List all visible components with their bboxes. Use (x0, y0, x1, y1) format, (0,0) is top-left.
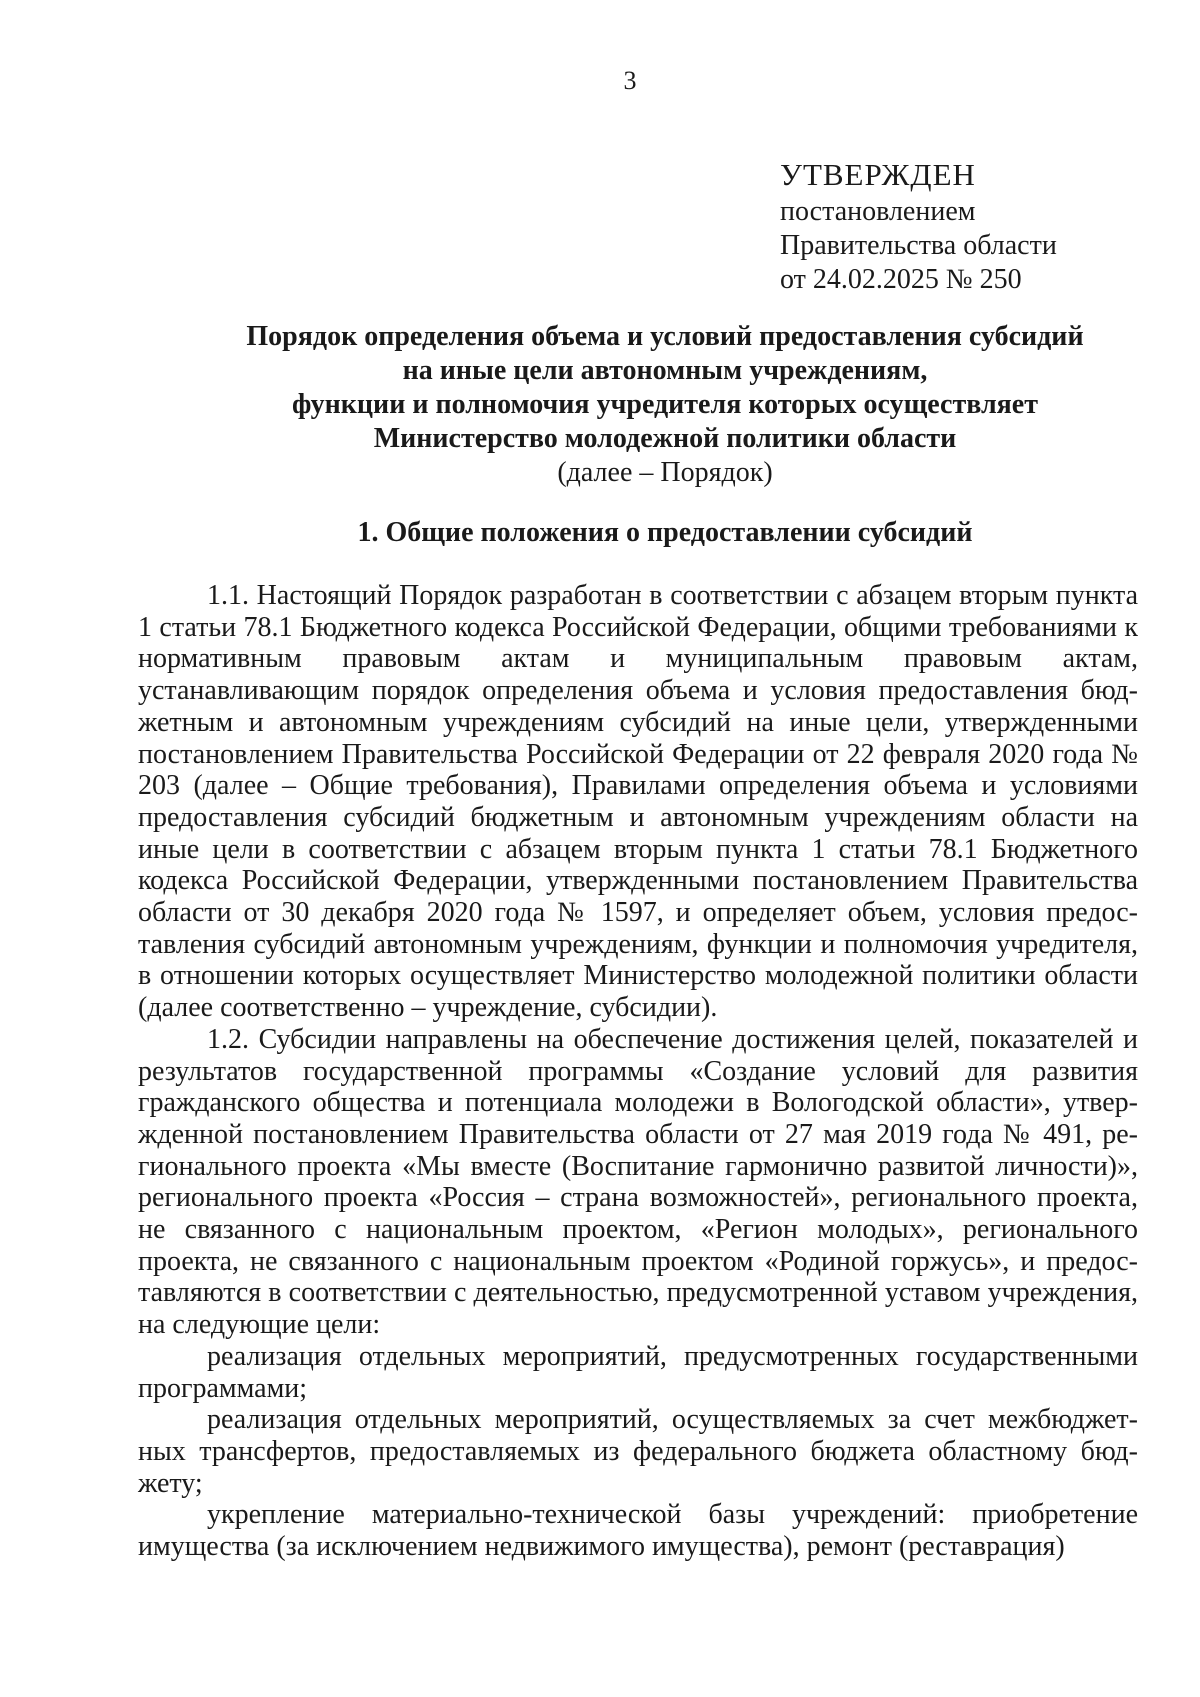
document-subtitle: (далее – Порядок) (557, 457, 773, 488)
approval-line: постановлением (780, 196, 976, 227)
document-title-line: Порядок определения объема и условий предоставления субсидий (246, 321, 1084, 352)
section-body (138, 580, 1138, 1563)
page-number: 3 (623, 66, 637, 95)
document-title-line: Министерство молодежной политики области (373, 423, 957, 454)
list-item: укрепление материально-технической базы учреждений: приобретение имущества (за исключением недвижимого имущества), ремонт (реставрация) (138, 1499, 1138, 1563)
list-item: реализация отдельных мероприятий, предусмотренных государственными программами; (138, 1340, 1138, 1404)
approval-stamp (780, 155, 1180, 297)
paragraph-1-2: 1.2. Субсидии направлены на обеспечение достижения целей, показателей и результатов государственной программы «Создание условий для развития гражданского общества и потенциала молодежи в Вологодской области», утвержденной постановлением Правительства области от 27 мая 2019 года № 491, регионального проекта «Мы вместе (Воспитание гармонично развитой личности)», регионального проекта «Россия – страна возможностей», регионального проекта, не связанного с национальным проектом, «Регион молодых», регионального проекта, не связанного с национальным проектом «Родиной горжусь», и предоставляются в соответствии с деятельностью, предусмотренной уставом учреждения, на следующие цели: (138, 1023, 1138, 1341)
approval-line: от 24.02.2025 № 250 (780, 264, 1022, 295)
paragraph-1-1: 1.1. Настоящий Порядок разработан в соответствии с абзацем вторым пункта 1 статьи 78.1 Бюджетного кодекса Российской Федерации, общими требованиями к нормативным правовым актам и муниципальным правовым актам, устанавливающим порядок определения объема и условия предоставления бюджетным и автономным учреждениям субсидий на иные цели, утвержденными постановлением Правительства Российской Федерации от 22 февраля 2020 года № 203 (далее – Общие требования), Правилами определения объема и условиями предоставления субсидий бюджетным и автономным учреждениям области на иные цели в соответствии с абзацем вторым пункта 1 статьи 78.1 Бюджетного кодекса Российской Федерации, утвержденными постановлением Правительства области от 30 декабря 2020 года № 1597, и определяет объем, условия предоставления субсидий автономным учреждениям, функции и полномочия учредителя, в отношении которых осуществляет Министерство молодежной политики области (далее соответственно – учреждение, субсидии). (138, 580, 1138, 1024)
section-heading: 1. Общие положения о предоставлении субсидий (357, 517, 973, 548)
list-item: реализация отдельных мероприятий, осуществляемых за счет межбюджетных трансфертов, предоставляемых из федерального бюджета областному бюджету; (138, 1404, 1138, 1499)
approval-line: Правительства области (780, 230, 1057, 261)
approval-title: УТВЕРЖДЕН (780, 157, 976, 192)
document-title (150, 320, 1180, 490)
document-title-line: функции и полномочия учредителя которых осуществляет (291, 389, 1038, 420)
document-title-line: на иные цели автономным учреждениям, (402, 355, 928, 386)
